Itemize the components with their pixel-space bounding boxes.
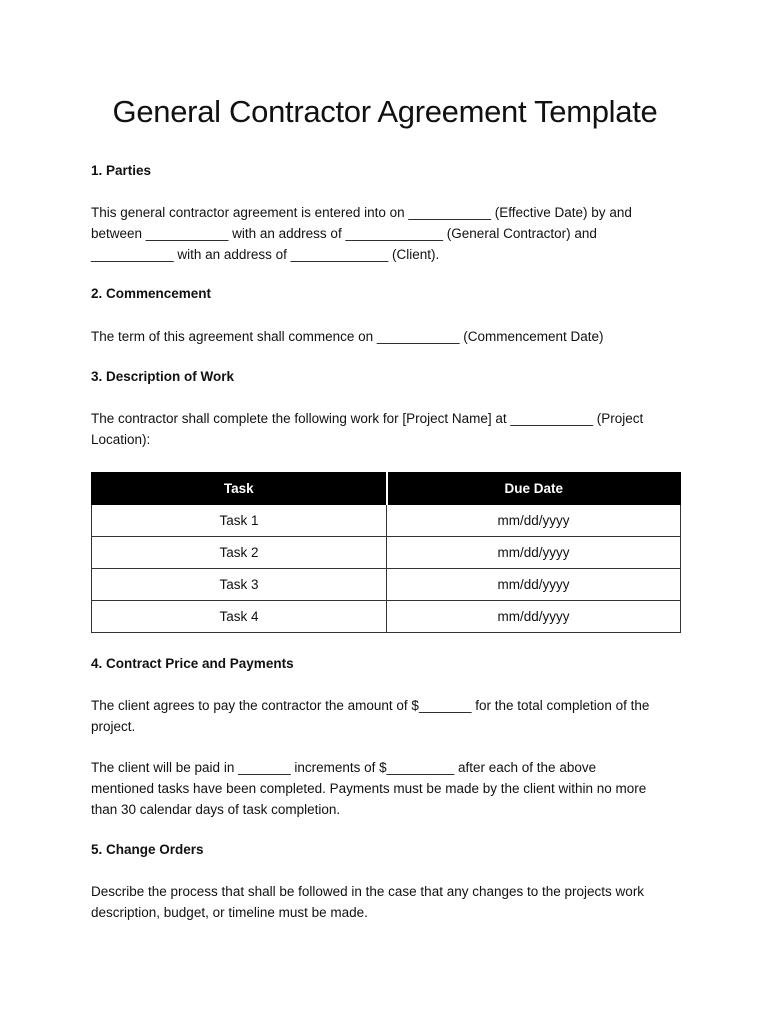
section-heading-change-orders: 5. Change Orders [91, 842, 204, 857]
parties-line-3: ___________ with an address of _____________ (Client). [91, 247, 440, 262]
description-line-2: Location): [91, 432, 151, 447]
document-title: General Contractor Agreement Template [112, 94, 658, 129]
task-column-header: Task [92, 473, 387, 505]
price-p2-line-1: The client will be paid in _______ increments of $_________ after each of the above [91, 760, 597, 775]
commencement-paragraph [91, 326, 683, 347]
change-orders-line-2: description, budget, or timeline must be made. [91, 905, 368, 920]
contract-price-paragraph-2 [91, 757, 683, 820]
table-row [92, 601, 681, 633]
commencement-line-1: The term of this agreement shall commence on ___________ (Commencement Date) [91, 329, 604, 344]
task-name-cell: Task 2 [92, 537, 387, 569]
parties-line-2: between ___________ with an address of _____________ (General Contractor) and [91, 226, 597, 241]
section-heading-description-of-work: 3. Description of Work [91, 369, 235, 384]
due-date-cell: mm/dd/yyyy [387, 569, 681, 601]
description-of-work-paragraph [91, 408, 683, 450]
description-line-1: The contractor shall complete the following work for [Project Name] at ___________ (Project [91, 411, 644, 426]
table-row [92, 505, 681, 537]
price-p1-line-1: The client agrees to pay the contractor the amount of $_______ for the total completion of the [91, 698, 650, 713]
due-date-cell: mm/dd/yyyy [387, 601, 681, 633]
section-heading-parties: 1. Parties [91, 163, 152, 178]
task-name-cell: Task 3 [92, 569, 387, 601]
section-heading-contract-price: 4. Contract Price and Payments [91, 656, 294, 671]
due-date-cell: mm/dd/yyyy [387, 537, 681, 569]
price-p1-line-2: project. [91, 719, 136, 734]
change-orders-paragraph [91, 881, 683, 923]
due-date-column-header: Due Date [387, 473, 681, 505]
task-table [91, 472, 681, 633]
change-orders-line-1: Describe the process that shall be followed in the case that any changes to the projects work [91, 884, 645, 899]
section-heading-commencement: 2. Commencement [91, 286, 212, 301]
parties-line-1: This general contractor agreement is entered into on ___________ (Effective Date) by and [91, 205, 632, 220]
task-name-cell: Task 1 [92, 505, 387, 537]
task-table-header-row [92, 473, 681, 505]
table-row [92, 537, 681, 569]
price-p2-line-2: mentioned tasks have been completed. Payments must be made by the client within no more [91, 781, 647, 796]
table-row [92, 569, 681, 601]
due-date-cell: mm/dd/yyyy [387, 505, 681, 537]
parties-paragraph [91, 202, 683, 265]
price-p2-line-3: than 30 calendar days of task completion. [91, 802, 341, 817]
task-name-cell: Task 4 [92, 601, 387, 633]
contract-price-paragraph-1 [91, 695, 683, 737]
